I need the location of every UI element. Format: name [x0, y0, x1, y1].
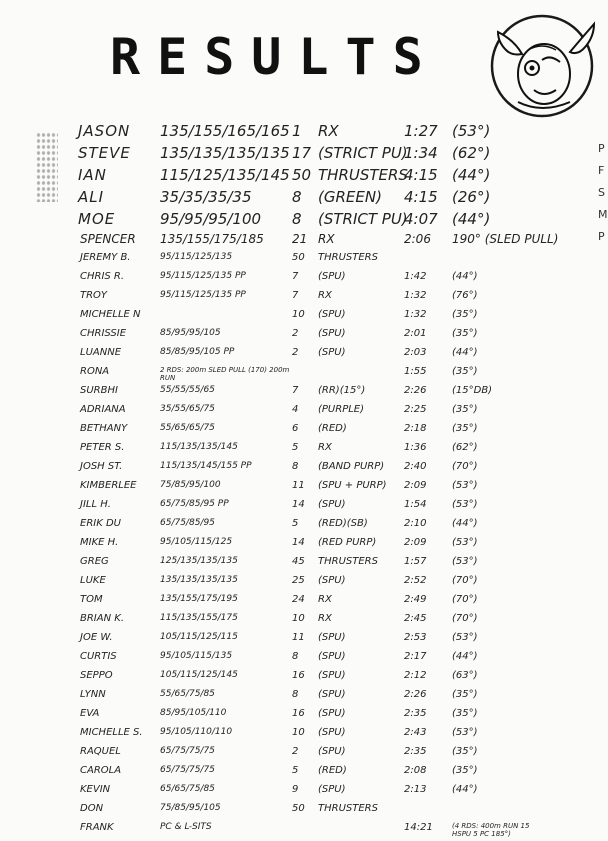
result-rounds: 7	[292, 385, 299, 396]
result-extra: (44°)	[452, 166, 491, 184]
result-row	[0, 689, 600, 708]
result-row	[0, 122, 600, 144]
result-name: ERIK DU	[80, 518, 121, 529]
result-row	[0, 188, 600, 210]
result-extra: (35°)	[452, 423, 478, 434]
result-extra: (70°)	[452, 594, 478, 605]
edge-letter: S	[598, 186, 605, 199]
result-rounds: 11	[292, 632, 305, 643]
result-extra: (35°)	[452, 366, 478, 377]
result-row	[0, 210, 600, 232]
result-time: 1:57	[404, 556, 427, 567]
result-extra: 190° (SLED PULL)	[452, 232, 559, 246]
result-extra: (63°)	[452, 670, 478, 681]
result-row	[0, 404, 600, 423]
result-name: MOE	[78, 210, 116, 228]
result-row	[0, 556, 600, 575]
result-name: TOM	[80, 594, 103, 605]
result-type: (GREEN)	[318, 188, 382, 206]
result-type: (SPU)	[318, 727, 346, 738]
results-list	[0, 122, 600, 841]
result-time: 1:55	[404, 366, 427, 377]
result-name: MICHELLE S.	[80, 727, 143, 738]
result-row	[0, 537, 600, 556]
result-weights: 85/95/105/110	[160, 708, 227, 718]
result-extra: (35°)	[452, 689, 478, 700]
result-row	[0, 309, 600, 328]
result-row	[0, 480, 600, 499]
result-row	[0, 822, 600, 841]
demon-logo-icon	[484, 10, 600, 120]
result-row	[0, 385, 600, 404]
result-weights: 65/75/75/75	[160, 746, 215, 756]
result-time: 2:40	[404, 461, 427, 472]
result-rounds: 2	[292, 347, 299, 358]
result-type: RX	[318, 290, 332, 301]
result-rounds: 2	[292, 746, 299, 757]
result-rounds: 14	[292, 537, 305, 548]
result-rounds: 10	[292, 309, 305, 320]
result-weights: 135/135/135/135	[160, 144, 290, 162]
result-extra: (35°)	[452, 746, 478, 757]
result-row	[0, 727, 600, 746]
result-rounds: 8	[292, 188, 302, 206]
result-rounds: 50	[292, 166, 312, 184]
result-row	[0, 271, 600, 290]
result-type: (RED)	[318, 423, 347, 434]
result-row	[0, 670, 600, 689]
result-time: 2:45	[404, 613, 427, 624]
result-extra: (62°)	[452, 144, 491, 162]
result-row	[0, 232, 600, 252]
result-name: FRANK	[80, 822, 114, 833]
result-time: 2:17	[404, 651, 427, 662]
result-row	[0, 366, 600, 385]
result-rounds: 8	[292, 461, 299, 472]
result-weights: 95/115/125/135 PP	[160, 271, 246, 281]
result-rounds: 7	[292, 271, 299, 282]
result-type: RX	[318, 594, 332, 605]
result-weights: 55/65/75/85	[160, 689, 215, 699]
result-name: CHRIS R.	[80, 271, 125, 282]
result-name: SURBHI	[80, 385, 118, 396]
result-rounds: 50	[292, 803, 305, 814]
result-type: (SPU)	[318, 309, 346, 320]
result-row	[0, 347, 600, 366]
result-time: 2:26	[404, 385, 427, 396]
result-type: (SPU)	[318, 708, 346, 719]
result-name: JEREMY B.	[80, 252, 131, 263]
result-rounds: 14	[292, 499, 305, 510]
result-name: ADRIANA	[80, 404, 126, 415]
result-type: (SPU)	[318, 499, 346, 510]
result-time: 2:12	[404, 670, 427, 681]
result-weights: 55/65/65/75	[160, 423, 215, 433]
result-extra: (70°)	[452, 575, 478, 586]
result-name: STEVE	[78, 144, 131, 162]
result-weights: 95/115/125/135	[160, 252, 233, 262]
result-rounds: 50	[292, 252, 305, 263]
result-weights: 135/155/175/195	[160, 594, 238, 604]
result-time: 2:13	[404, 784, 427, 795]
result-name: MICHELLE N	[80, 309, 141, 320]
result-row	[0, 461, 600, 480]
result-name: IAN	[78, 166, 107, 184]
result-name: CAROLA	[80, 765, 122, 776]
result-time: 2:53	[404, 632, 427, 643]
edge-letter: P	[598, 230, 605, 243]
result-weights: 105/115/125/145	[160, 670, 238, 680]
result-type: RX	[318, 613, 332, 624]
result-name: GREG	[80, 556, 109, 567]
result-type: (RED PURP)	[318, 537, 377, 548]
result-rounds: 16	[292, 708, 305, 719]
result-time: 1:32	[404, 309, 427, 320]
result-rounds: 5	[292, 518, 299, 529]
result-time: 1:34	[404, 144, 438, 162]
result-weights: 75/85/95/100	[160, 480, 221, 490]
result-type: (SPU)	[318, 575, 346, 586]
result-rounds: 4	[292, 404, 299, 415]
result-time: 1:27	[404, 122, 438, 140]
result-time: 2:18	[404, 423, 427, 434]
result-type: RX	[318, 442, 332, 453]
result-rounds: 8	[292, 651, 299, 662]
result-name: JILL H.	[80, 499, 111, 510]
result-weights: 65/75/75/75	[160, 765, 215, 775]
result-type: THRUSTERS	[318, 556, 378, 567]
result-extra: (70°)	[452, 461, 478, 472]
result-rounds: 8	[292, 210, 302, 228]
result-weights: 115/125/135/145	[160, 166, 290, 184]
result-name: SEPPO	[80, 670, 113, 681]
result-extra: (53°)	[452, 632, 478, 643]
result-rounds: 5	[292, 442, 299, 453]
result-name: DON	[80, 803, 104, 814]
result-type: (SPU)	[318, 746, 346, 757]
result-weights: 115/135/145/155 PP	[160, 461, 252, 471]
result-extra: (15°DB)	[452, 385, 493, 396]
result-time: 2:49	[404, 594, 427, 605]
result-extra: (44°)	[452, 651, 478, 662]
result-time: 1:54	[404, 499, 427, 510]
result-weights: 65/75/85/95	[160, 518, 215, 528]
result-row	[0, 290, 600, 309]
result-type: (SPU + PURP)	[318, 480, 387, 491]
result-name: JOSH ST.	[80, 461, 123, 472]
result-row	[0, 442, 600, 461]
result-row	[0, 144, 600, 166]
result-name: BETHANY	[80, 423, 128, 434]
result-weights: 95/105/115/125	[160, 537, 233, 547]
result-type: (PURPLE)	[318, 404, 365, 415]
result-rounds: 16	[292, 670, 305, 681]
result-type: (SPU)	[318, 632, 346, 643]
result-type: THRUSTERS	[318, 803, 378, 814]
result-rounds: 45	[292, 556, 305, 567]
result-type: (SPU)	[318, 328, 346, 339]
result-extra: (35°)	[452, 328, 478, 339]
result-extra: (4 RDS: 400m RUN 15 HSPU 5 PC 185°)	[452, 822, 530, 838]
result-type: (BAND PURP)	[318, 461, 385, 472]
result-name: KIMBERLEE	[80, 480, 137, 491]
result-type: (SPU)	[318, 670, 346, 681]
result-name: KEVIN	[80, 784, 111, 795]
result-name: CURTIS	[80, 651, 117, 662]
result-extra: (76°)	[452, 290, 478, 301]
result-row	[0, 166, 600, 188]
result-type: (RR)(15°)	[318, 385, 366, 396]
result-row	[0, 613, 600, 632]
result-row	[0, 423, 600, 442]
result-rounds: 2	[292, 328, 299, 339]
result-type: (SPU)	[318, 651, 346, 662]
result-row	[0, 575, 600, 594]
result-name: TROY	[80, 290, 108, 301]
result-rounds: 10	[292, 613, 305, 624]
result-extra: (35°)	[452, 708, 478, 719]
result-extra: (44°)	[452, 271, 478, 282]
result-weights: 105/115/125/115	[160, 632, 238, 642]
result-extra: (44°)	[452, 210, 491, 228]
result-weights: 95/105/115/135	[160, 651, 233, 661]
result-weights: 95/115/125/135 PP	[160, 290, 246, 300]
result-extra: (44°)	[452, 784, 478, 795]
result-time: 2:10	[404, 518, 427, 529]
result-extra: (35°)	[452, 765, 478, 776]
result-weights: 85/95/95/105	[160, 328, 221, 338]
result-row	[0, 518, 600, 537]
result-time: 1:42	[404, 271, 427, 282]
result-name: PETER S.	[80, 442, 125, 453]
result-row	[0, 746, 600, 765]
result-time: 2:52	[404, 575, 427, 586]
result-time: 2:01	[404, 328, 427, 339]
result-weights: 35/35/35/35	[160, 188, 252, 206]
result-name: RONA	[80, 366, 110, 377]
result-weights: 135/135/135/135	[160, 575, 238, 585]
result-name: RAQUEL	[80, 746, 121, 757]
result-rounds: 17	[292, 144, 312, 162]
result-extra: (53°)	[452, 480, 478, 491]
result-row	[0, 765, 600, 784]
result-type: (STRICT PU)	[318, 210, 408, 228]
result-weights: 95/95/95/100	[160, 210, 262, 228]
result-weights: 65/65/75/85	[160, 784, 215, 794]
result-rounds: 25	[292, 575, 305, 586]
result-time: 2:35	[404, 708, 427, 719]
result-weights: 65/75/85/95 PP	[160, 499, 229, 509]
result-time: 2:26	[404, 689, 427, 700]
result-extra: (70°)	[452, 613, 478, 624]
result-time: 2:35	[404, 746, 427, 757]
result-name: SPENCER	[80, 232, 136, 246]
result-extra: (35°)	[452, 309, 478, 320]
result-rounds: 1	[292, 122, 302, 140]
result-type: (SPU)	[318, 271, 346, 282]
edge-letter: M	[598, 208, 608, 221]
result-weights: 115/135/135/145	[160, 442, 238, 452]
result-name: JOE W.	[80, 632, 113, 643]
result-extra: (26°)	[452, 188, 491, 206]
result-weights: 2 RDS: 200m SLED PULL (170) 200m RUN	[160, 366, 290, 382]
result-rounds: 7	[292, 290, 299, 301]
result-weights: 125/135/135/135	[160, 556, 238, 566]
result-time: 4:07	[404, 210, 438, 228]
result-row	[0, 252, 600, 271]
result-extra: (53°)	[452, 122, 491, 140]
result-row	[0, 594, 600, 613]
result-rounds: 9	[292, 784, 299, 795]
result-name: MIKE H.	[80, 537, 119, 548]
result-weights: 35/55/65/75	[160, 404, 215, 414]
result-extra: (53°)	[452, 727, 478, 738]
result-extra: (62°)	[452, 442, 478, 453]
result-type: RX	[318, 232, 335, 246]
result-row	[0, 328, 600, 347]
result-name: LYNN	[80, 689, 106, 700]
result-extra: (53°)	[452, 537, 478, 548]
result-weights: 55/55/55/65	[160, 385, 215, 395]
result-name: LUANNE	[80, 347, 122, 358]
result-type: THRUSTERS	[318, 252, 378, 263]
result-weights: 85/85/95/105 PP	[160, 347, 235, 357]
result-name: JASON	[78, 122, 131, 140]
result-time: 1:32	[404, 290, 427, 301]
result-row	[0, 651, 600, 670]
result-type: (SPU)	[318, 784, 346, 795]
page-title: RESULTS	[110, 28, 440, 86]
result-rounds: 11	[292, 480, 305, 491]
result-rounds: 21	[292, 232, 308, 246]
result-row	[0, 803, 600, 822]
result-row	[0, 499, 600, 518]
result-time: 2:03	[404, 347, 427, 358]
result-name: CHRISSIE	[80, 328, 127, 339]
result-extra: (35°)	[452, 404, 478, 415]
result-row	[0, 784, 600, 803]
result-extra: (53°)	[452, 499, 478, 510]
result-time: 1:36	[404, 442, 427, 453]
result-type: (RED)	[318, 765, 347, 776]
result-extra: (44°)	[452, 347, 478, 358]
result-weights: 95/105/110/110	[160, 727, 233, 737]
result-type: (STRICT PU)	[318, 144, 408, 162]
result-weights: 75/85/95/105	[160, 803, 221, 813]
result-row	[0, 708, 600, 727]
edge-letter: F	[598, 164, 605, 177]
result-name: EVA	[80, 708, 100, 719]
result-time: 14:21	[404, 822, 433, 833]
result-time: 4:15	[404, 166, 438, 184]
result-weights: 115/135/155/175	[160, 613, 238, 623]
result-weights: 135/155/175/185	[160, 232, 264, 246]
result-type: RX	[318, 122, 339, 140]
result-row	[0, 632, 600, 651]
result-rounds: 8	[292, 689, 299, 700]
result-time: 2:09	[404, 537, 427, 548]
result-rounds: 6	[292, 423, 299, 434]
result-weights: 135/155/165/165	[160, 122, 290, 140]
result-rounds: 24	[292, 594, 305, 605]
result-time: 2:43	[404, 727, 427, 738]
result-rounds: 5	[292, 765, 299, 776]
result-rounds: 10	[292, 727, 305, 738]
result-name: BRIAN K.	[80, 613, 124, 624]
result-name: LUKE	[80, 575, 106, 586]
result-weights: PC & L-SITS	[160, 822, 212, 832]
result-type: (SPU)	[318, 347, 346, 358]
result-time: 4:15	[404, 188, 438, 206]
result-time: 2:06	[404, 232, 431, 246]
result-name: ALI	[78, 188, 105, 206]
result-type: (SPU)	[318, 689, 346, 700]
result-time: 2:09	[404, 480, 427, 491]
result-type: (RED)(SB)	[318, 518, 368, 529]
result-time: 2:08	[404, 765, 427, 776]
result-time: 2:25	[404, 404, 427, 415]
result-extra: (44°)	[452, 518, 478, 529]
result-type: THRUSTERS	[318, 166, 408, 184]
edge-letter: P	[598, 142, 605, 155]
result-extra: (53°)	[452, 556, 478, 567]
